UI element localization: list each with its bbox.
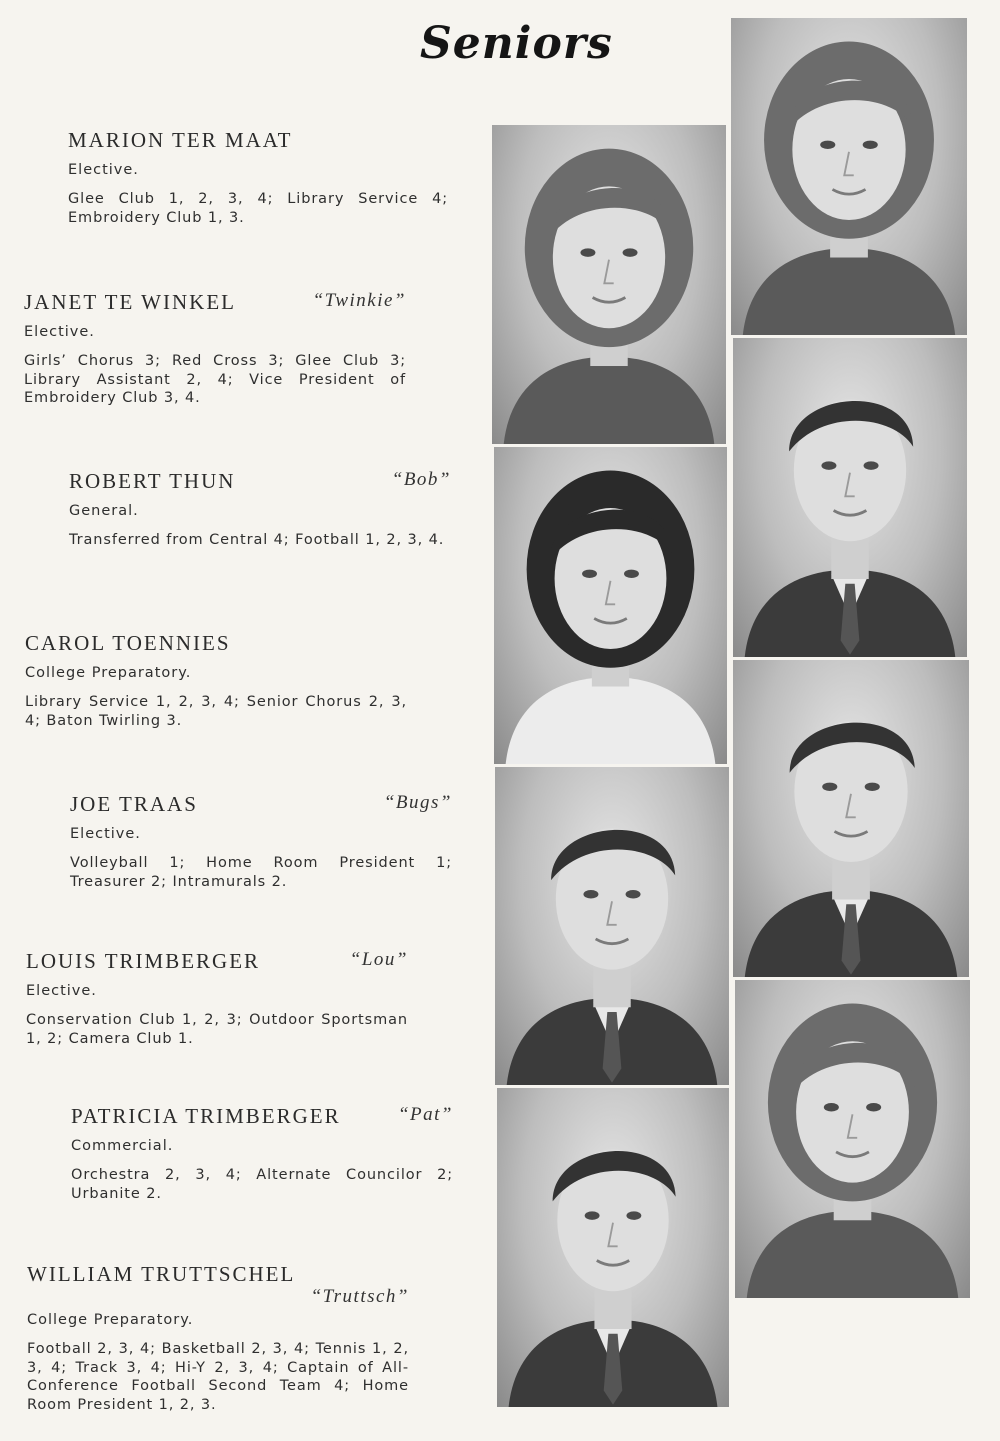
senior-name: JANET TE WINKEL	[24, 290, 236, 314]
senior-name: MARION TER MAAT	[68, 128, 293, 152]
senior-entry	[70, 792, 452, 891]
senior-activities: Glee Club 1, 2, 3, 4; Library Service 4; Embroidery Club 1, 3.	[68, 191, 448, 226]
senior-name: JOE TRAAS	[70, 792, 198, 816]
senior-course: General.	[69, 503, 139, 519]
senior-entry	[71, 1104, 453, 1203]
senior-nickname: “Pat”	[397, 1104, 453, 1125]
senior-portrait	[495, 767, 729, 1085]
senior-activities: Football 2, 3, 4; Basketball 2, 3, 4; Tennis 1, 2, 3, 4; Track 3, 4; Hi-Y 2, 3, 4; Captain of All-Conference Football Second Team 4; Home Room President 1, 2, 3.	[27, 1341, 409, 1413]
senior-course: Elective.	[24, 324, 95, 340]
senior-name: LOUIS TRIMBERGER	[26, 949, 261, 973]
senior-activities: Library Service 1, 2, 3, 4; Senior Chorus 2, 3, 4; Baton Twirling 3.	[25, 694, 407, 729]
page-title: Seniors	[420, 18, 613, 69]
senior-course: College Preparatory.	[27, 1312, 194, 1328]
senior-course: Elective.	[26, 983, 97, 999]
senior-course: Elective.	[70, 826, 141, 842]
senior-name: PATRICIA TRIMBERGER	[71, 1104, 341, 1128]
senior-activities: Volleyball 1; Home Room President 1; Treasurer 2; Intramurals 2.	[70, 855, 452, 890]
senior-entry	[27, 1262, 409, 1414]
senior-activities: Conservation Club 1, 2, 3; Outdoor Sportsman 1, 2; Camera Club 1.	[26, 1012, 408, 1047]
senior-name: WILLIAM TRUTTSCHEL	[27, 1262, 296, 1286]
senior-nickname: “Bob”	[391, 469, 451, 490]
senior-portrait	[494, 447, 727, 764]
senior-name: CAROL TOENNIES	[25, 631, 231, 655]
senior-course: College Preparatory.	[25, 665, 192, 681]
senior-activities: Transferred from Central 4; Football 1, 2, 3, 4.	[69, 532, 445, 548]
senior-portrait	[733, 338, 967, 657]
senior-portrait	[731, 18, 967, 335]
senior-nickname: “Lou”	[349, 949, 408, 970]
senior-activities: Orchestra 2, 3, 4; Alternate Councilor 2; Urbanite 2.	[71, 1167, 453, 1202]
senior-name: ROBERT THUN	[69, 469, 236, 493]
senior-nickname: “Truttsch”	[310, 1286, 409, 1307]
senior-activities: Girls’ Chorus 3; Red Cross 3; Glee Club 3; Library Assistant 2, 4; Vice President of Embroidery Club 3, 4.	[24, 353, 406, 406]
senior-portrait	[497, 1088, 729, 1407]
senior-entry	[68, 128, 448, 227]
senior-nickname: “Bugs”	[383, 792, 452, 813]
senior-portrait	[492, 125, 726, 444]
senior-course: Elective.	[68, 162, 139, 178]
senior-course: Commercial.	[71, 1138, 174, 1154]
senior-entry	[26, 949, 408, 1048]
senior-nickname: “Twinkie”	[312, 290, 406, 311]
senior-portrait	[733, 660, 969, 977]
senior-entry	[24, 290, 406, 408]
senior-entry	[25, 631, 407, 730]
senior-entry	[69, 469, 451, 550]
senior-portrait	[735, 980, 970, 1298]
